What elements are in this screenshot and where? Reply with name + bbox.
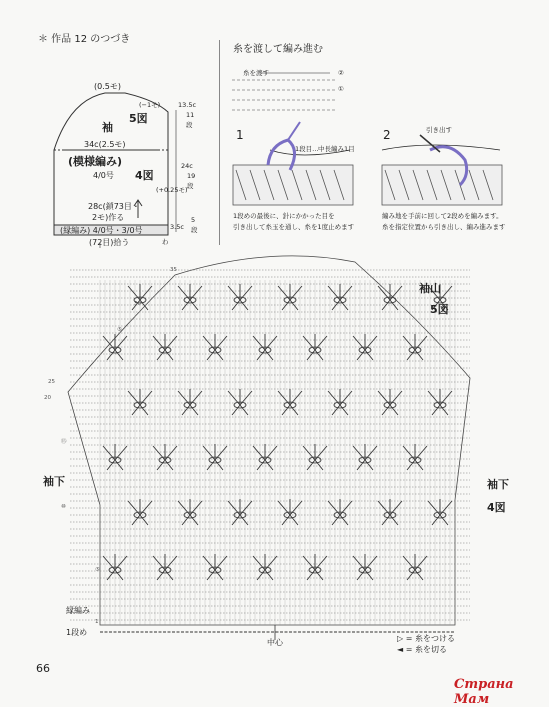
schematic-bottom-rows: 5 (191, 216, 196, 224)
technique-legend-1: 糸を渡す (243, 69, 269, 77)
technique-legend-3: ① (338, 85, 344, 93)
schematic-edging: (縁編み) 4/0号・3/0号 (60, 226, 143, 235)
row-marker: ⑤ (95, 567, 100, 573)
row-marker: 20 (44, 395, 51, 401)
row-marker: 35 (170, 267, 177, 273)
chart-legend-cut: ◄ = 糸を切る (397, 645, 447, 654)
schematic-pattern-label: (模様編み) (68, 155, 123, 168)
chart-under-fig: 4図 (487, 501, 506, 514)
row-marker: 1 (95, 619, 99, 625)
chart-cap-fig: 5図 (430, 303, 449, 316)
step1-text-1: 1段めの最後に、針にかかった目を (233, 212, 335, 220)
row-marker: 25 (48, 379, 55, 385)
schematic-sleeve-label: 袖 (102, 121, 113, 134)
schematic-top-width: (0.5モ) (94, 82, 121, 91)
schematic-right-top-unit: 段 (186, 121, 193, 129)
schematic-right-top-rows: 11 (186, 111, 195, 119)
schematic-right-mid-rows: 19 (187, 172, 196, 180)
step1-text-2: 引き出して糸玉を通し、糸を1度止めます (233, 223, 355, 231)
schematic-minus-one: (−1モ) (139, 101, 161, 109)
schematic-bottom-h: 3.5c (170, 223, 184, 231)
page-header-title: ＊ 作品 12 のつづき (38, 34, 131, 45)
chart-row1-label: 1段め (66, 628, 88, 637)
watermark: Страна Мам (454, 677, 514, 707)
step1-number: 1 (236, 128, 244, 142)
chart-edging-label: 縁編み (66, 606, 90, 615)
step2-number: 2 (383, 128, 391, 142)
schematic-cast-on-1: 28c(鎖73目・ (88, 202, 140, 211)
row-marker: ⑩ (61, 504, 66, 510)
chart-cap-label: 袖山 (419, 282, 441, 295)
step2-text-2: 糸を指定位置から引き出し、編み進みます (382, 223, 506, 231)
chart-under-left: 袖下 (43, 475, 65, 488)
schematic-wa: わ (162, 238, 169, 246)
schematic-bottom-width: (72目)拾う (89, 238, 130, 247)
chart-legend-join: ▷ = 糸をつける (397, 634, 455, 643)
schematic-right-mid-h: 24c (181, 162, 193, 170)
schematic-cast-on-2: 2モ)作る (92, 213, 125, 222)
schematic-fig-4: 4図 (135, 169, 154, 182)
schematic-right-mid-unit: 段 (187, 182, 194, 190)
step1-label-a: 1段目… (295, 145, 319, 153)
schematic-plus-025: (+0.25モ) (156, 186, 188, 194)
schematic-fig-5: 5図 (129, 112, 148, 125)
schematic-bottom-unit: 段 (191, 226, 198, 234)
step2-label: 引き出す (426, 126, 452, 134)
schematic-width-34: 34c(2.5モ) (84, 140, 126, 149)
page-number: 66 (36, 662, 50, 675)
step2-text-1: 編み地を手前に回して2段めを編みます。 (382, 212, 503, 220)
chart-under-right: 袖下 (487, 478, 509, 491)
row-marker: ⑤ (117, 327, 122, 333)
row-marker: 30 (134, 301, 141, 307)
step1-label-b: 中長編み1目 (318, 145, 355, 153)
schematic-needle: 4/0号 (93, 171, 114, 180)
row-marker: ⑮ (61, 439, 67, 445)
schematic-right-top-h: 13.5c (178, 101, 197, 109)
technique-title: 糸を渡して編み進む (233, 44, 323, 55)
chart-outline (68, 256, 470, 625)
technique-legend-2: ② (338, 69, 344, 77)
chart-center-label: 中心 (267, 638, 283, 647)
